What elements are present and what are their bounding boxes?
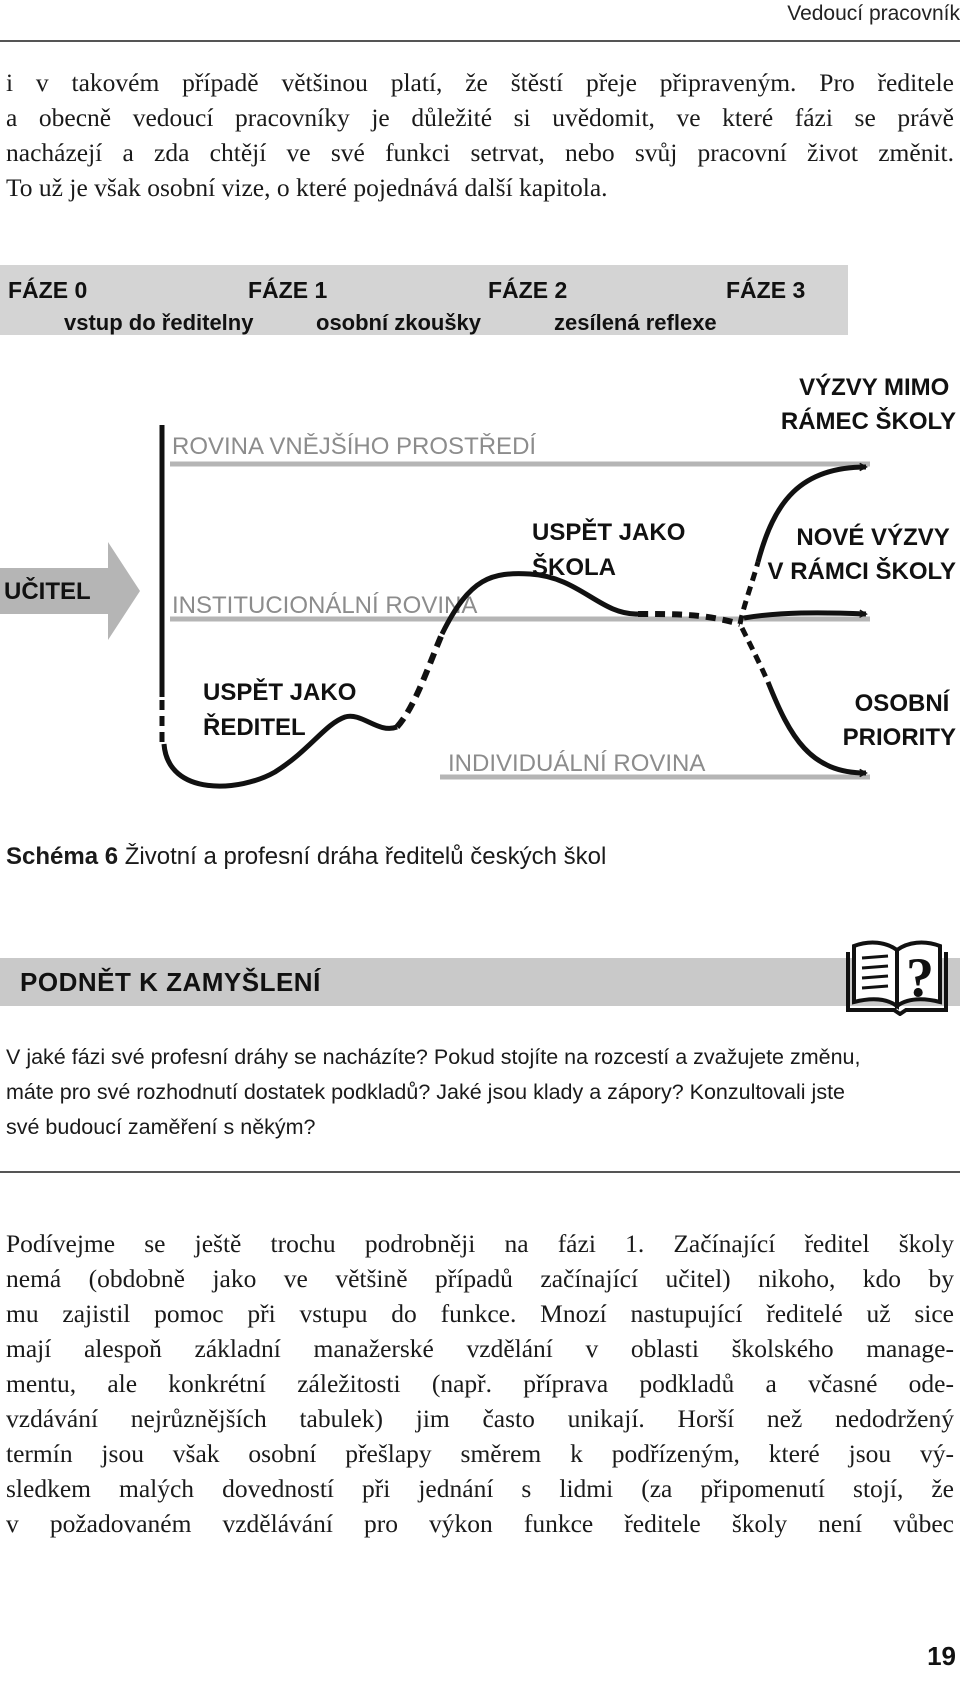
phase-1-label: FÁZE 1 <box>248 277 328 303</box>
phase-1-subtitle: osobní zkoušky <box>316 310 482 335</box>
success-director-label: USPĚT JAKO ŘEDITEL <box>203 679 357 741</box>
institutional-level-label: INSTITUCIONÁLNÍ ROVINA <box>172 592 478 619</box>
phase-2-subtitle: zesílená reflexe <box>554 310 717 335</box>
body-paragraph <box>6 1226 954 1541</box>
body-line: termín jsou však osobní přešlapy směrem k podřízeným, které jsou vý- <box>6 1439 954 1468</box>
phase-3-label: FÁZE 3 <box>726 277 806 303</box>
caption-text: Životní a profesní dráha ředitelů českých škol <box>118 843 607 870</box>
reflection-line: své budoucí zaměření s někým? <box>6 1115 316 1139</box>
reflection-text <box>6 1040 956 1145</box>
body-line: v požadovaném vzdělávání pro výkon funkce ředitele školy není vůbec <box>6 1509 954 1538</box>
intro-line: i v takovém případě většinou platí, že štěstí přeje připraveným. Pro ředitele <box>6 68 954 97</box>
teacher-label: UČITEL <box>4 578 91 605</box>
intro-line: a obecně vedoucí pracovníky je důležité si uvědomit, ve které fázi se právě <box>6 103 954 132</box>
phase-0-label: FÁZE 0 <box>8 277 88 303</box>
outcome-personal-label: OSOBNÍ PRIORITY <box>842 690 956 751</box>
header-rule <box>0 40 960 42</box>
outcome-beyond-school-label: VÝZVY MIMO RÁMEC ŠKOLY <box>780 374 956 435</box>
body-line: nemá (obdobně jako ve většině případů začínající učitel) nikoho, kdo by <box>6 1264 954 1293</box>
intro-paragraph <box>6 65 954 205</box>
body-line: sledkem malých dovedností při jednání s lidmi (za připomenutí stojí, že <box>6 1474 954 1503</box>
body-line: mentu, ale konkrétní záležitosti (např. příprava podkladů a včasné ode- <box>6 1369 954 1398</box>
body-line: mají alespoň základní manažerské vzdělání v oblasti školského manage- <box>6 1334 954 1363</box>
external-level-label: ROVINA VNĚJŠÍHO PROSTŘEDÍ <box>172 433 537 460</box>
phase-2-label: FÁZE 2 <box>488 277 568 303</box>
reflection-title: PODNĚT K ZAMYŠLENÍ <box>20 967 321 997</box>
reflection-line: máte pro své rozhodnutí dostatek podkladů? Jaké jsou klady a zápory? Konzultovali jste <box>6 1080 845 1104</box>
individual-level-label: INDIVIDUÁLNÍ ROVINA <box>448 750 706 777</box>
body-line: vzdávání nejrůznějších tabulek) jim často unikají. Horší než nedodržený <box>6 1404 954 1433</box>
running-head: Vedoucí pracovník <box>787 2 960 25</box>
branch-down-dashed <box>742 628 768 682</box>
reflection-line: V jaké fázi své profesní dráhy se nacházíte? Pokud stojíte na rozcestí a zvažujete změnu, <box>6 1045 861 1069</box>
page-number: 19 <box>927 1641 956 1671</box>
body-line: Podívejme se ještě trochu podrobněji na fázi 1. Začínající ředitel školy <box>6 1229 954 1258</box>
career-path-diagram <box>0 262 960 802</box>
intro-line: To už je však osobní vize, o které pojednává další kapitola. <box>6 173 608 202</box>
outcome-within-school-label: NOVÉ VÝZVY V RÁMCI ŠKOLY <box>767 524 956 585</box>
success-school-label: USPĚT JAKO ŠKOLA <box>532 519 686 581</box>
reflection-rule <box>0 1171 960 1173</box>
book-question-icon <box>842 936 952 1016</box>
figure-caption <box>6 843 606 871</box>
intro-line: nacházejí a zda chtějí ve své funkci setrvat, nebo svůj pracovní život změnit. <box>6 138 954 167</box>
phase-0-subtitle: vstup do ředitelny <box>64 310 254 335</box>
caption-label: Schéma 6 <box>6 843 119 870</box>
body-line: mu zajistil pomoc při vstupu do funkce. Mnozí nastupující ředitelé už sice <box>6 1299 954 1328</box>
career-curve-dashed-rise <box>397 634 442 727</box>
svg-text:?: ? <box>906 947 934 1009</box>
